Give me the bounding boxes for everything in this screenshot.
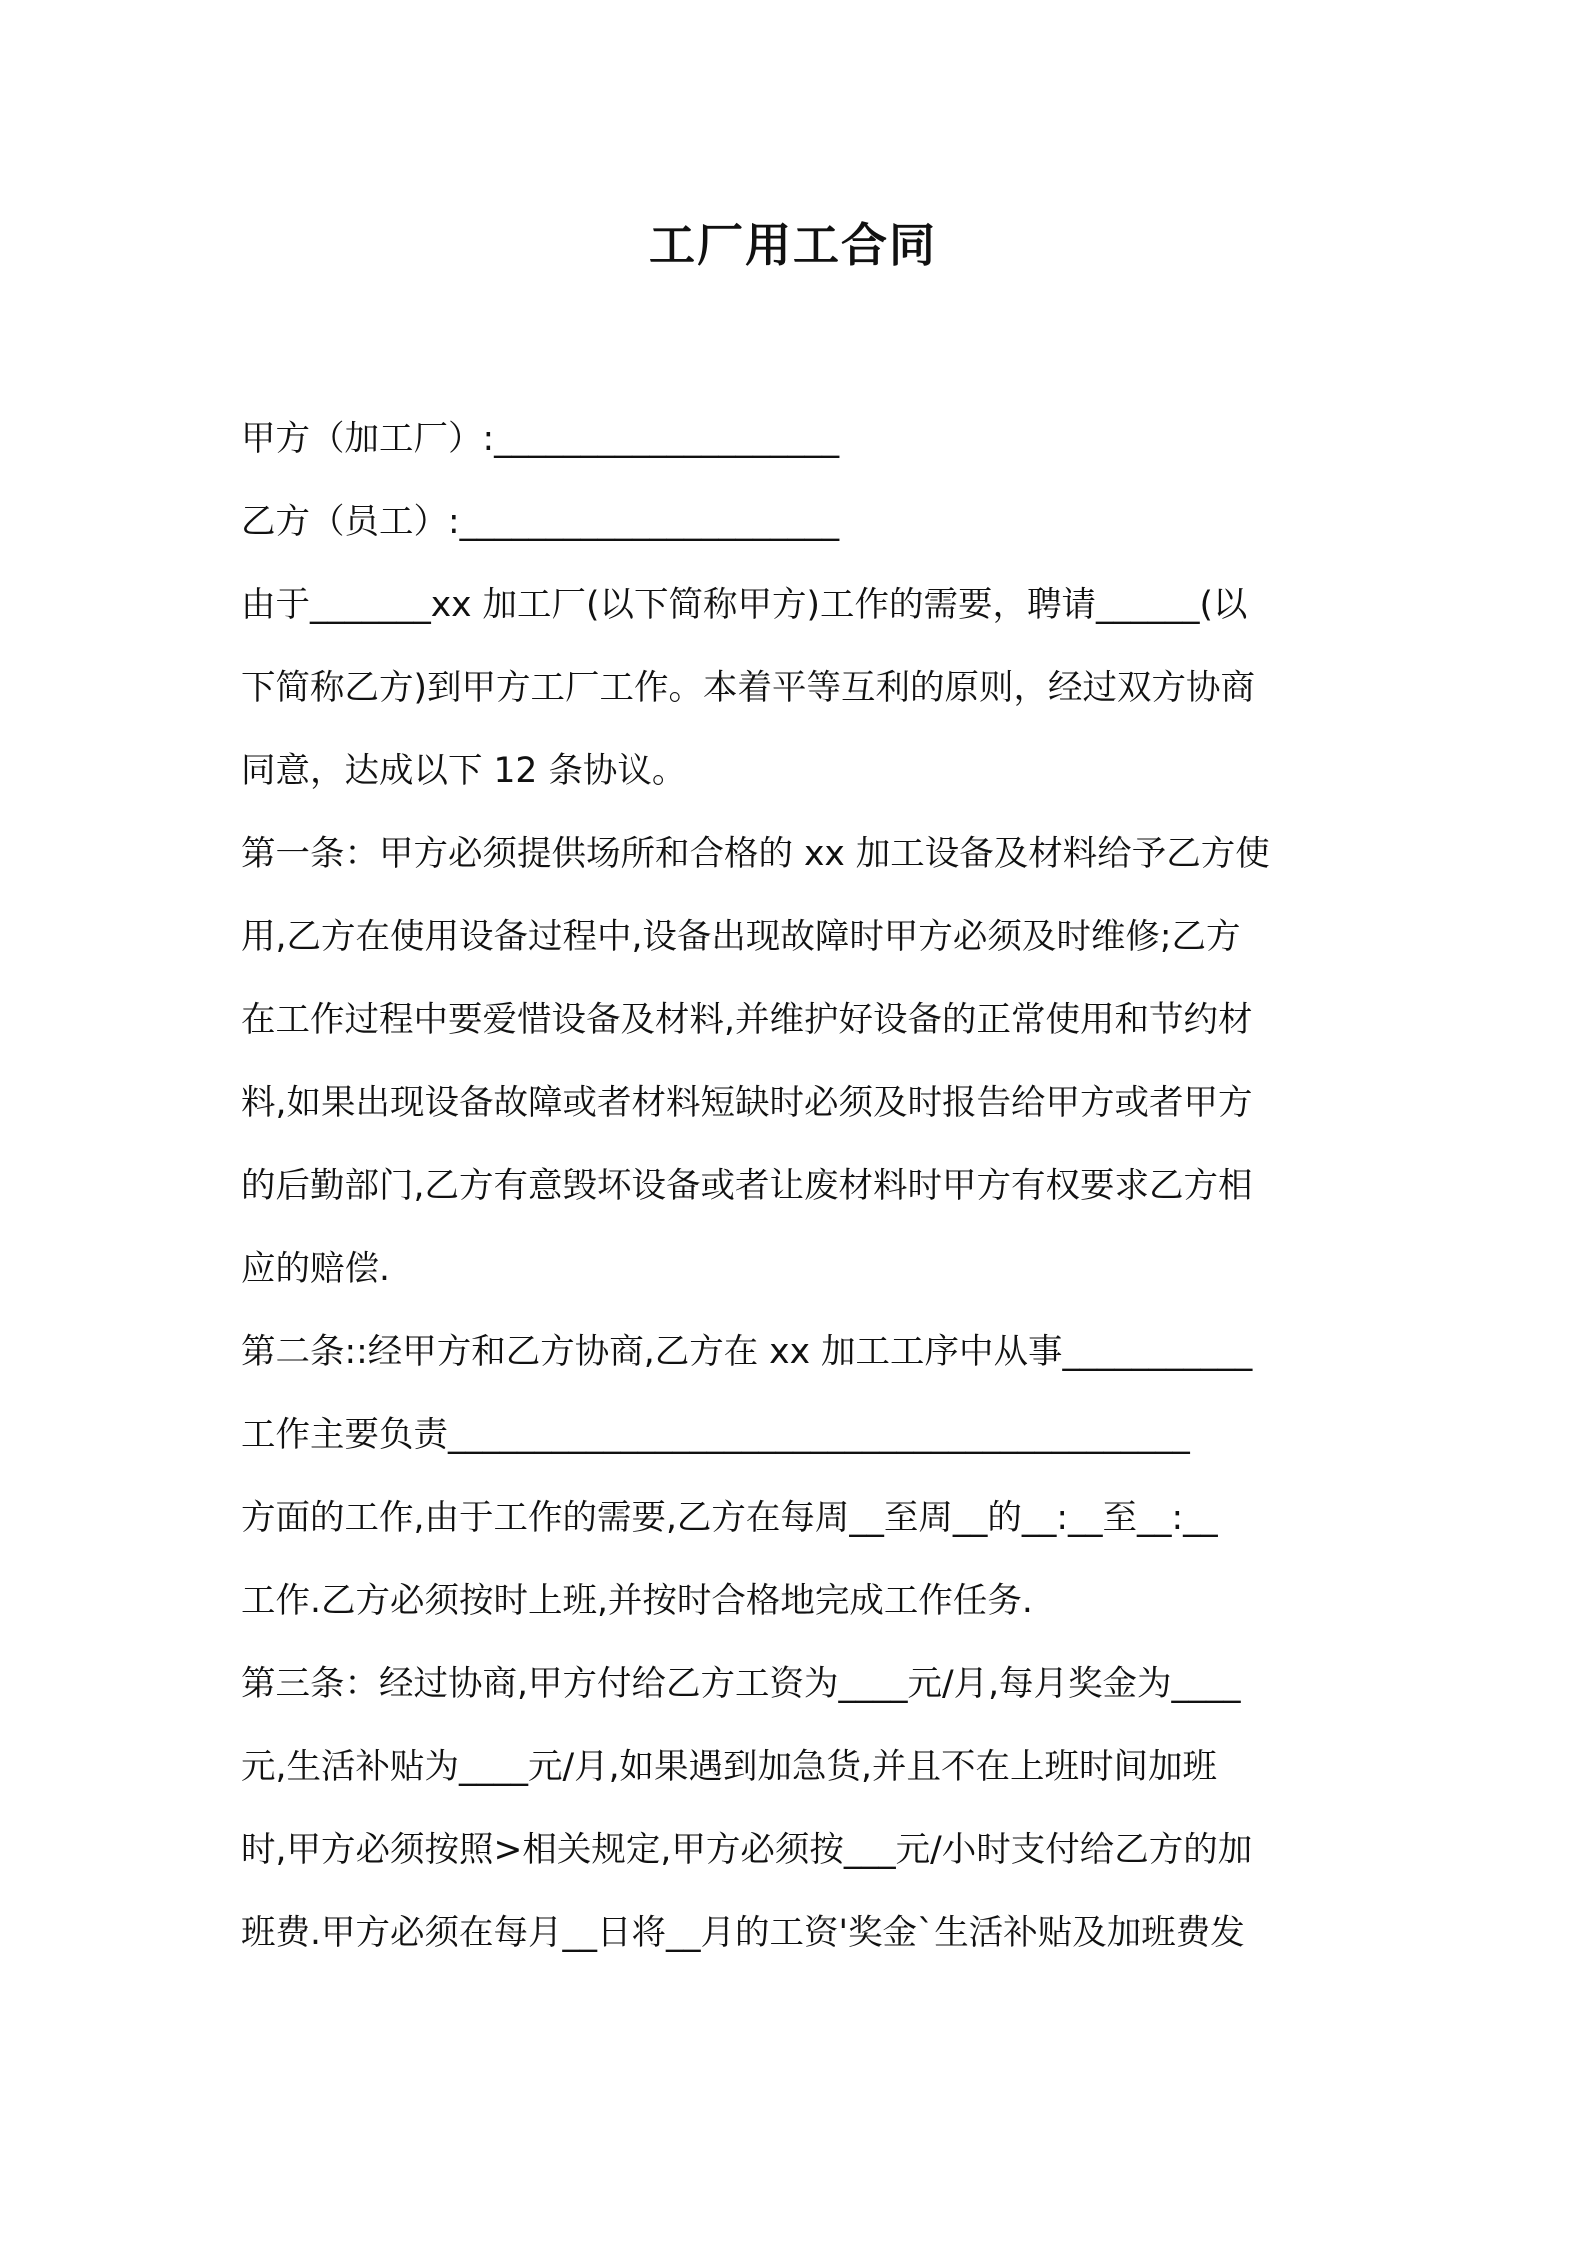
document-title: 工厂用工合同 — [649, 218, 937, 272]
article-1-line-4: 料,如果出现设备故障或者材料短缺时必须及时报告给甲方或者甲方 — [241, 1083, 1253, 1123]
article-3-line-4: 班费.甲方必须在每月__日将__月的工资'奖金`生活补贴及加班费发 — [241, 1913, 1245, 1953]
article-1-line-3: 在工作过程中要爱惜设备及材料,并维护好设备的正常使用和节约材 — [241, 1000, 1253, 1040]
article-2-line-1: 第二条::经甲方和乙方协商,乙方在 xx 加工工序中从事___________ — [241, 1332, 1253, 1372]
article-3-line-1: 第三条：经过协商,甲方付给乙方工资为____元/月,每月奖金为____ — [241, 1664, 1241, 1704]
article-1-line-5: 的后勤部门,乙方有意毁坏设备或者让废材料时甲方有权要求乙方相 — [241, 1166, 1253, 1206]
party-a-line: 甲方（加工厂）:____________________ — [241, 419, 840, 459]
document-body — [241, 398, 1355, 1975]
preamble-line-2: 下简称乙方)到甲方工厂工作。本着平等互利的原则，经过双方协商 — [241, 668, 1255, 708]
preamble-line-1: 由于_______xx 加工厂(以下简称甲方)工作的需要，聘请______(以 — [241, 585, 1248, 625]
article-1-line-1: 第一条：甲方必须提供场所和合格的 xx 加工设备及材料给予乙方使 — [241, 834, 1270, 874]
article-3-line-3: 时,甲方必须按照>相关规定,甲方必须按___元/小时支付给乙方的加 — [241, 1830, 1253, 1870]
article-2-line-4: 工作.乙方必须按时上班,并按时合格地完成工作任务. — [241, 1581, 1033, 1621]
party-b-line: 乙方（员工）:______________________ — [241, 502, 840, 542]
article-1-line-2: 用,乙方在使用设备过程中,设备出现故障时甲方必须及时维修;乙方 — [241, 917, 1241, 957]
article-2-line-3: 方面的工作,由于工作的需要,乙方在每周__至周__的__:__至__:__ — [241, 1498, 1218, 1538]
article-2-line-2: 工作主要负责___________________________________________ — [241, 1415, 1190, 1455]
preamble-line-3: 同意，达成以下 12 条协议。 — [241, 751, 687, 791]
article-1-line-6: 应的赔偿. — [241, 1249, 390, 1289]
article-3-line-2: 元,生活补贴为____元/月,如果遇到加急货,并且不在上班时间加班 — [241, 1747, 1218, 1787]
